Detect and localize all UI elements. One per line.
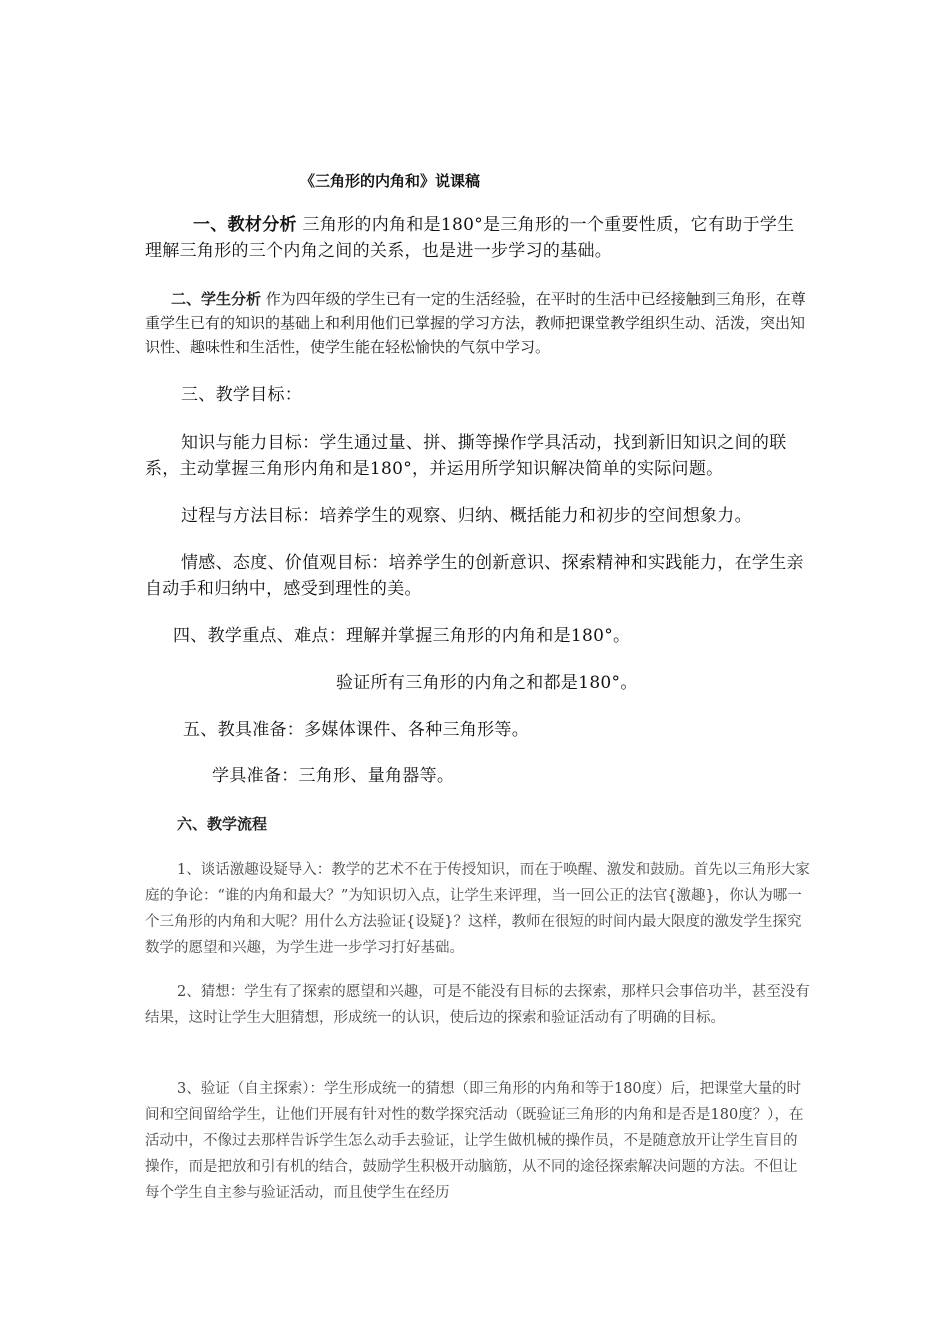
section-1 [145,212,810,264]
section-4-line-2: 验证所有三角形的内角之和都是180°。 [336,673,638,693]
section-6-heading: 六、教学流程 [177,815,268,833]
section-5-line-2: 学具准备：三角形、量角器等。 [212,766,455,786]
section-4-line-1: 四、教学重点、难点：理解并掌握三角形的内角和是180°。 [173,626,631,646]
section-2-text: 作为四年级的学生已有一定的生活经验，在平时的生活中已经接触到三角形，在尊重学生已有的知识的基础上和利用他们已掌握的学习方法，教师把课堂教学组织生动、活泼，突出知识性、趣味性和生活性，使学生能在轻松愉快的气氛中学习。 [145,290,806,356]
goal-knowledge: 知识与能力目标：学生通过量、拼、撕等操作学具活动，找到新旧知识之间的联系，主动掌握三角形内角和是180°，并运用所学知识解决简单的实际问题。 [145,433,787,479]
goal-emotion: 情感、态度、价值观目标：培养学生的创新意识、探索精神和实践能力，在学生亲自动手和归纳中，感受到理性的美。 [145,553,804,599]
page-title: 《三角形的内角和》说课稿 [300,172,481,190]
process-step-3: 3、验证（自主探索）：学生形成统一的猜想（即三角形的内角和等于180度）后，把课堂大量的时间和空间留给学生，让他们开展有针对性的数学探究活动（既验证三角形的内角和是否是180度？），在活动中，不像过去那样告诉学生怎么动手去验证，让学生做机械的操作员，不是随意放开让学生盲目的操作，而是把放和引有机的结合，鼓励学生积极开动脑筋，从不同的途径探索解决问题的方法。不但让每个学生自主参与验证活动，而且使学生在经历 [145,1081,804,1201]
process-step-1: 1、谈话激趣设疑导入：教学的艺术不在于传授知识，而在于唤醒、激发和鼓励。首先以三角形大家庭的争论：“谁的内角和最大？”为知识切入点，让学生来评理，当一回公正的法官{激趣}，你认为哪一个三角形的内角和大呢？用什么方法验证{设疑}？这样，教师在很短的时间内最大限度的激发学生探究数学的愿望和兴趣，为学生进一步学习打好基础。 [145,862,810,956]
process-step-2: 2、猜想：学生有了探索的愿望和兴趣，可是不能没有目标的去探索，那样只会事倍功半，甚至没有结果，这时让学生大胆猜想，形成统一的认识，使后边的探索和验证活动有了明确的目标。 [145,984,810,1026]
section-1-text: 三角形的内角和是180°是三角形的一个重要性质，它有助于学生理解三角形的三个内角之间的关系，也是进一步学习的基础。 [145,215,795,261]
section-2 [145,287,810,359]
section-2-heading: 二、学生分析 [171,290,262,308]
section-1-heading: 一、教材分析 [193,215,297,235]
section-5-line-1: 五、教具准备：多媒体课件、各种三角形等。 [183,720,529,740]
section-3-heading: 三、教学目标： [181,385,303,405]
goal-process: 过程与方法目标：培养学生的观察、归纳、概括能力和初步的空间想象力。 [181,506,752,526]
